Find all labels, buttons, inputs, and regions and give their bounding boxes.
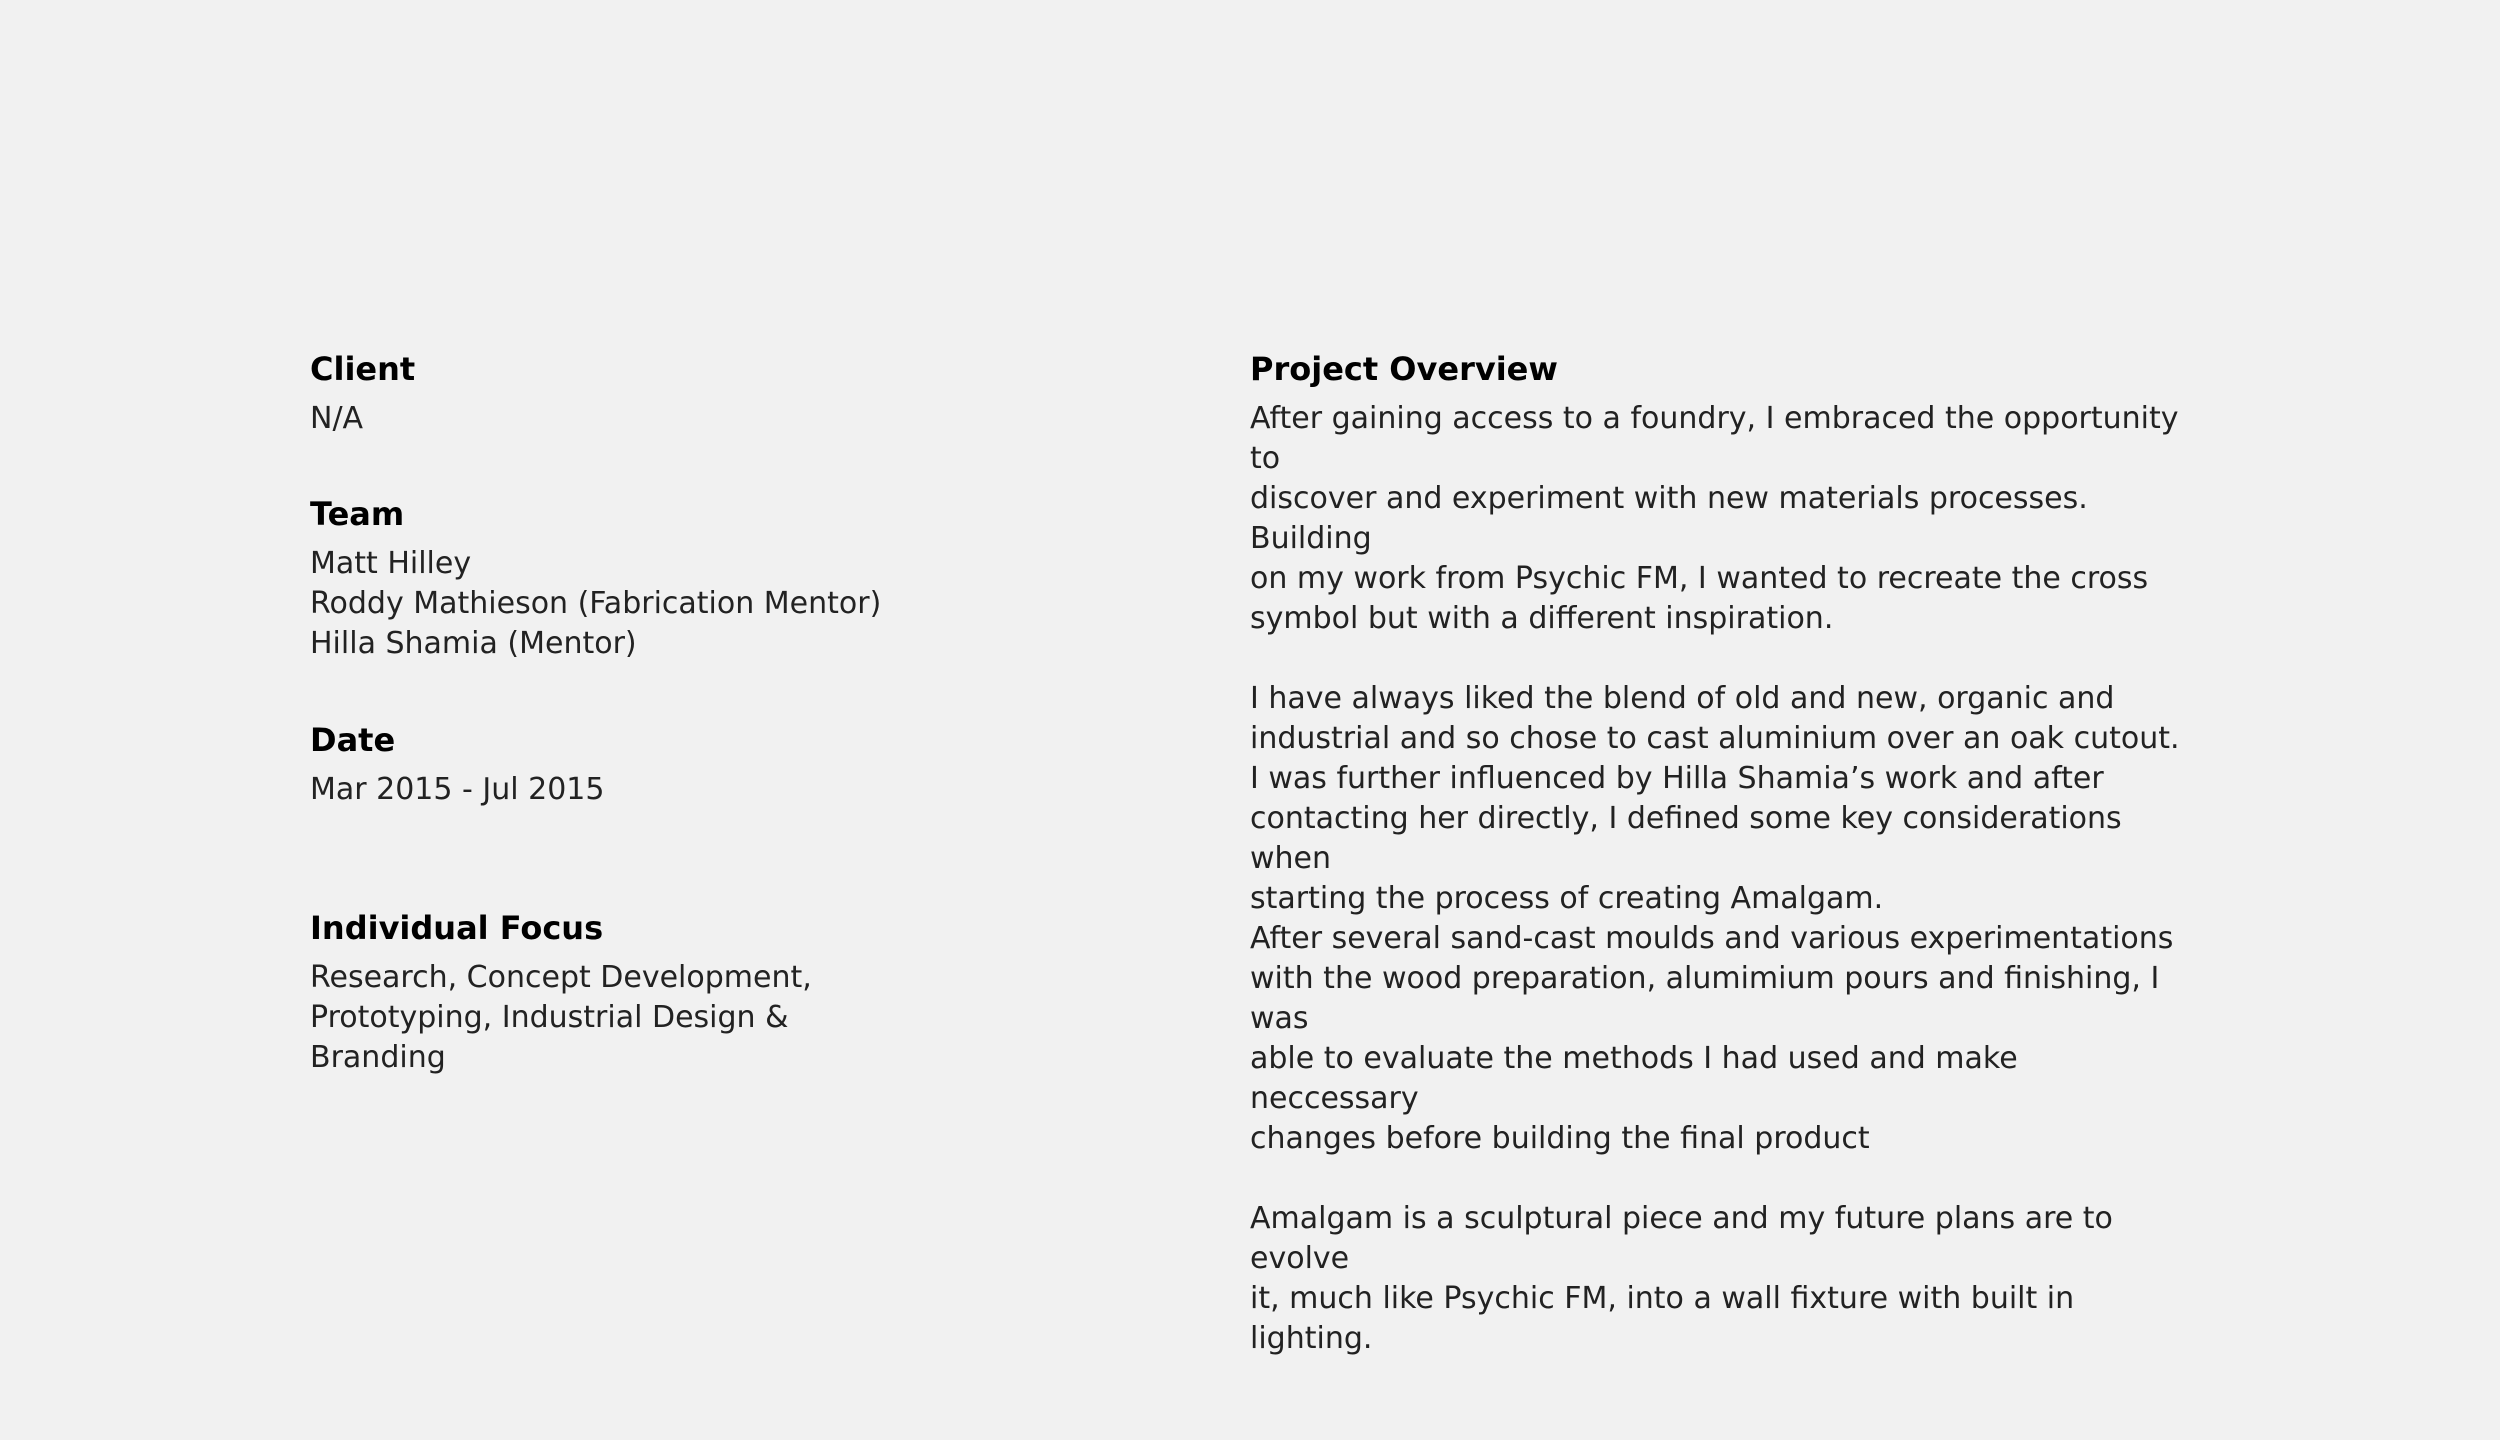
date-heading: Date [310, 721, 396, 759]
date-value: Mar 2015 - Jul 2015 [310, 772, 605, 807]
individual-focus-heading: Individual Focus [310, 909, 604, 947]
team-member: Hilla Shamia (Mentor) [310, 626, 637, 661]
overview-line: I have always liked the blend of old and new, organic and [1250, 681, 2115, 716]
overview-line: discover and experiment with new materials processes. Building [1250, 481, 2088, 556]
overview-line: changes before building the final product [1250, 1121, 1870, 1156]
focus-line: Research, Concept Development, [310, 960, 812, 995]
project-overview-heading: Project Overview [1250, 350, 1558, 388]
focus-line: Branding [310, 1040, 446, 1075]
team-member: Roddy Mathieson (Fabrication Mentor) [310, 586, 882, 621]
client-value: N/A [310, 401, 364, 436]
overview-line: able to evaluate the methods I had used and make neccessary [1250, 1041, 2018, 1116]
overview-paragraph [1250, 679, 2190, 1159]
overview-line: contacting her directly, I defined some key considerations when [1250, 801, 2122, 876]
team-section [310, 490, 930, 716]
date-section [310, 716, 930, 904]
overview-paragraph [1250, 1199, 2190, 1359]
project-details-column [310, 345, 930, 1078]
client-heading: Client [310, 350, 416, 388]
individual-focus-section [310, 904, 930, 1078]
overview-line: starting the process of creating Amalgam. [1250, 881, 1884, 916]
overview-line: I was further influenced by Hilla Shamia’s work and after [1250, 761, 2104, 796]
overview-paragraph [1250, 399, 2190, 639]
overview-line: symbol but with a different inspiration. [1250, 601, 1834, 636]
overview-line: on my work from Psychic FM, I wanted to recreate the cross [1250, 561, 2149, 596]
overview-line: it, much like Psychic FM, into a wall fixture with built in lighting. [1250, 1281, 2075, 1356]
focus-line: Prototyping, Industrial Design & [310, 1000, 789, 1035]
overview-line: After gaining access to a foundry, I embraced the opportunity to [1250, 401, 2179, 476]
team-member: Matt Hilley [310, 546, 472, 581]
team-heading: Team [310, 495, 405, 533]
overview-line: industrial and so chose to cast aluminium over an oak cutout. [1250, 721, 2180, 756]
individual-focus-value [310, 958, 930, 1078]
overview-line: Amalgam is a sculptural piece and my future plans are to evolve [1250, 1201, 2113, 1276]
team-list [310, 544, 930, 664]
client-section [310, 345, 930, 490]
project-overview-column [1250, 345, 2190, 1359]
overview-line: After several sand-cast moulds and various experimentations [1250, 921, 2174, 956]
overview-line: with the wood preparation, alumimium pours and finishing, I was [1250, 961, 2160, 1036]
